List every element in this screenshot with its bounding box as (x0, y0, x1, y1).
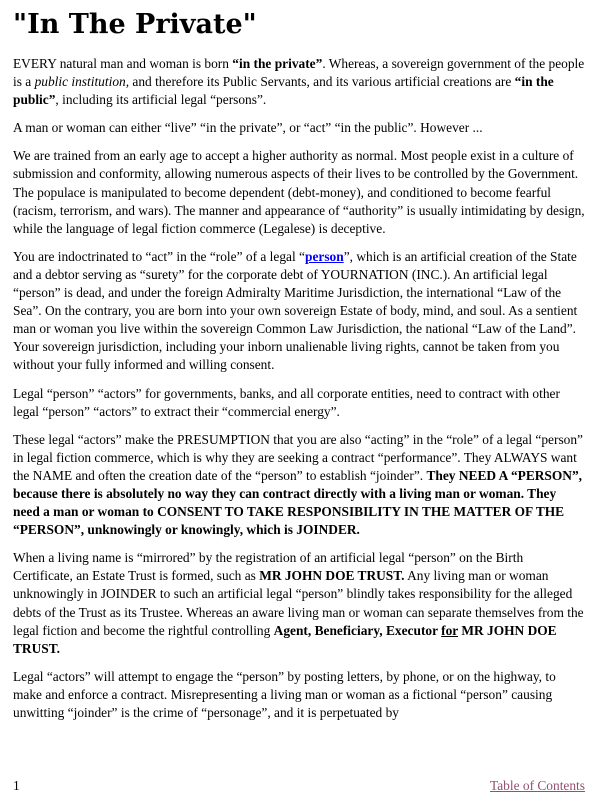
text-segment: They NEED A “PERSON”, because there is absolutely no way they can contract directly with a living man or woman. They need a man or woman to CONSENT TO TAKE RESPONSIBILITY IN THE MATTER OF THE “PERSON”, unknowingly or knowingly, which is JOINDER. (13, 467, 582, 538)
paragraph (13, 668, 585, 722)
text-segment: ”, which is an artificial creation of the State and a debtor serving as “surety” for the corporate debt of YOURNATION (INC.). An artificial legal “person” is dead, and under the foreign Admiralty Maritime Jurisdiction, the international “Law of the Sea”. On the contrary, you are born into your own sovereign Estate of body, mind, and soul. As a sentient man or woman you live within the sovereign Common Law Jurisdiction, the national “Law of the Land”. Your sovereign jurisdiction, including your inborn unalienable living rights, cannot be taken from you without your fully informed and willing consent. (13, 248, 578, 373)
paragraph (13, 248, 585, 375)
text-segment: Agent, Beneficiary, Executor (273, 622, 442, 638)
text-segment: MR JOHN DOE TRUST. (259, 568, 405, 584)
text-segment: When a living name is “mirrored” by the registration of an artificial legal “person” on the Birth Certificate, an Estate Trust is formed, such as (13, 550, 524, 584)
text-segment: Legal “person” “actors” for governments, banks, and all corporate entities, need to contract with other legal “person” “actors” to extract their “commercial energy”. (13, 385, 560, 419)
page-title: "In The Private" (13, 9, 257, 40)
text-segment: These legal “actors” make the PRESUMPTION that you are also “acting” in the “role” of a legal “person” in legal fiction commerce, which is why they are seeking a contract “performance”. They ALWAYS want the NAME and often the creation date of the “person” to establish “joinder”. (13, 431, 584, 483)
person-link[interactable]: person (305, 248, 344, 264)
text-segment: MR JOHN DOE TRUST. (13, 622, 557, 656)
paragraph (13, 55, 585, 109)
text-segment: public institution, (34, 74, 130, 90)
text-segment: EVERY natural man and woman is born (13, 56, 233, 71)
table-of-contents-link[interactable]: Table of Contents (489, 778, 585, 793)
text-segment: Any living man or woman unknowingly in JOINDER to such an artificial legal “person” blindly takes responsibility for the alleged debts of the Trust as its Trustee. Whereas an aware living man or woman can separate themselves from the legal fiction and become the rightful controlling (13, 568, 584, 638)
text-segment: , including its artificial legal “persons”. (55, 92, 267, 108)
text-segment: for (441, 622, 459, 638)
text-segment: “in the public” (13, 74, 554, 108)
text-segment: “in the private” (232, 56, 323, 71)
paragraph (13, 147, 585, 237)
text-segment: You are indoctrinated to “act” in the “role” of a legal “ (13, 248, 305, 264)
paragraph (13, 549, 585, 658)
text-segment: . Whereas, a sovereign government of the people is a (13, 56, 585, 90)
text-segment: Legal “actors” will attempt to engage the “person” by posting letters, by phone, or on the highway, to make and enforce a contract. Misrepresenting a living man or woman as a fictional “person” causing unwitting “joinder” is the crime of “personage”, and it is perpetuated by (13, 668, 556, 720)
page-footer (13, 777, 585, 799)
text-segment: and therefore its Public Servants, and its various artificial creations are (129, 74, 515, 90)
paragraph (13, 119, 585, 137)
paragraph (13, 431, 585, 540)
body-text (13, 55, 585, 732)
text-segment: We are trained from an early age to accept a higher authority as normal. Most people exist in a culture of submission and conformity, allowing numerous aspects of their lives to be controlled by the Government. The populace is manipulated to become dependent (debt-money), and conditioned to become fearful (racism, terrorism, and wars). The manner and appearance of “authority” is usually intimidating by design, while the language of legal fiction commerce (Legalese) is deceptive. (13, 148, 585, 236)
text-segment: A man or woman can either “live” “in the private”, or “act” “in the public”. However ... (13, 120, 483, 136)
paragraph (13, 385, 585, 421)
page-number: 1 (13, 778, 20, 793)
